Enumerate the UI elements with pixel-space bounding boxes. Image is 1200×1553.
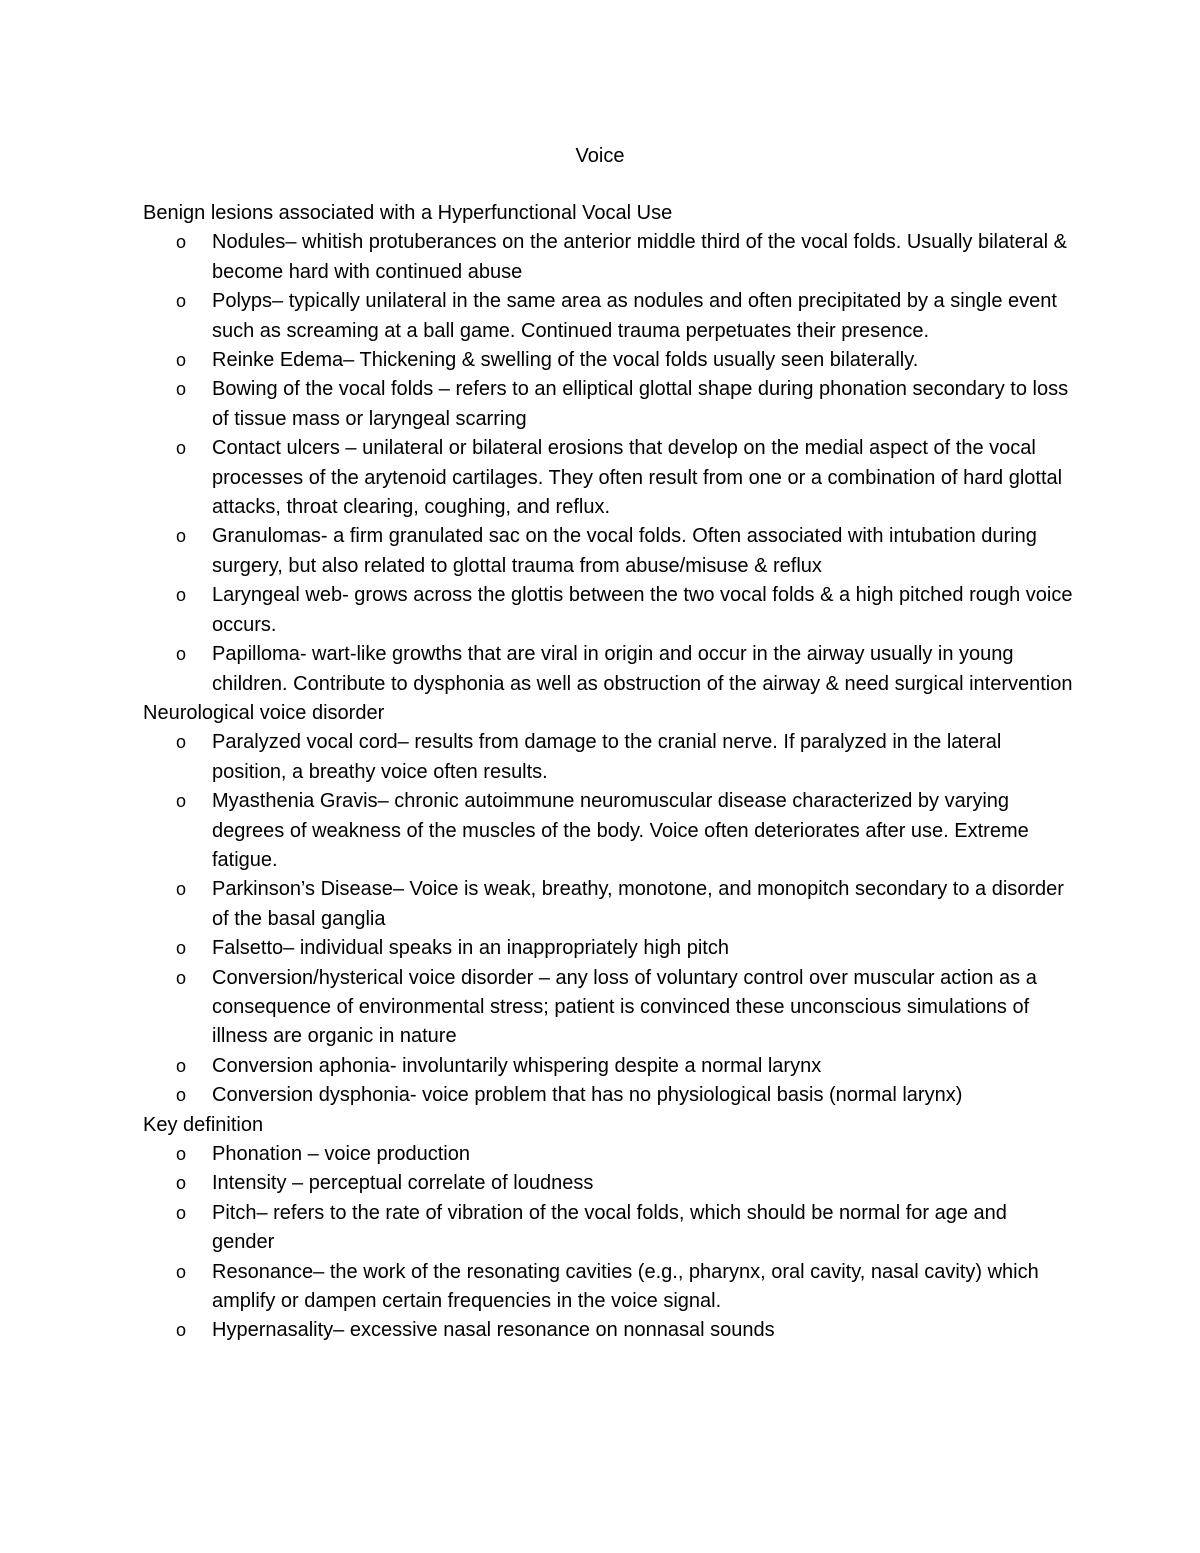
list-item [143, 228, 1073, 287]
list-item [143, 1052, 1073, 1081]
bullet-list [143, 728, 1073, 1110]
bullet-marker: o [176, 232, 187, 253]
list-item [143, 522, 1073, 581]
bullet-marker: o [176, 526, 187, 547]
list-item-text: Paralyzed vocal cord– results from damage to the cranial nerve. If paralyzed in the lateral position, a breathy voice often results. [212, 731, 1002, 783]
document-body [143, 199, 1073, 1346]
list-item-text: Laryngeal web- grows across the glottis between the two vocal folds & a high pitched rough voice occurs. [212, 584, 1073, 636]
list-item [143, 964, 1073, 1052]
list-item-text: Conversion aphonia- involuntarily whispering despite a normal larynx [212, 1054, 822, 1077]
list-item [143, 1199, 1073, 1258]
list-item [143, 1258, 1073, 1317]
list-item-text: Falsetto– individual speaks in an inappropriately high pitch [212, 937, 729, 960]
bullet-marker: o [176, 1173, 187, 1194]
bullet-marker: o [176, 1202, 187, 1223]
list-item [143, 287, 1073, 346]
list-item-text: Myasthenia Gravis– chronic autoimmune neuromuscular disease characterized by varying degrees of weakness of the muscles of the body. Voice often deteriorates after use. Extreme fatigue. [212, 790, 1029, 871]
list-item [143, 434, 1073, 522]
bullet-marker: o [176, 1085, 187, 1106]
list-item-text: Hypernasality– excessive nasal resonance on nonnasal sounds [212, 1319, 775, 1342]
list-item-text: Phonation – voice production [212, 1143, 470, 1165]
list-item [143, 728, 1073, 787]
list-item [143, 875, 1073, 934]
bullet-marker: o [176, 291, 187, 312]
bullet-marker: o [176, 732, 187, 753]
list-item-text: Granulomas- a firm granulated sac on the vocal folds. Often associated with intubation during surgery, but also related to glottal trauma from abuse/misuse & reflux [212, 525, 1037, 577]
list-item [143, 1169, 1073, 1198]
bullet-marker: o [176, 1261, 187, 1282]
section-heading: Key definition [143, 1113, 264, 1136]
bullet-marker: o [176, 585, 187, 606]
bullet-marker: o [176, 379, 187, 400]
bullet-marker: o [176, 1055, 187, 1076]
list-item [143, 1140, 1073, 1169]
section-heading: Benign lesions associated with a Hyperfunctional Vocal Use [143, 202, 673, 224]
bullet-marker: o [176, 1320, 187, 1341]
bullet-marker: o [176, 967, 187, 988]
list-item [143, 581, 1073, 640]
list-item [143, 346, 1073, 375]
list-item-text: Reinke Edema– Thickening & swelling of the vocal folds usually seen bilaterally. [212, 349, 919, 372]
bullet-list [143, 228, 1073, 699]
list-item [143, 934, 1073, 963]
bullet-marker: o [176, 938, 187, 959]
list-item-text: Nodules– whitish protuberances on the anterior middle third of the vocal folds. Usually bilateral & become hard with continued abuse [212, 231, 1067, 283]
list-item-text: Pitch– refers to the rate of vibration of the vocal folds, which should be normal for age and gender [212, 1201, 1007, 1254]
bullet-list [143, 1140, 1073, 1346]
bullet-marker: o [176, 879, 187, 900]
bullet-marker: o [176, 644, 187, 665]
list-item [143, 787, 1073, 875]
list-item-text: Polyps– typically unilateral in the same area as nodules and often precipitated by a single event such as screaming at a ball game. Continued trauma perpetuates their presence. [212, 290, 1057, 342]
list-item [143, 375, 1073, 434]
bullet-marker: o [176, 1144, 187, 1164]
bullet-marker: o [176, 438, 187, 459]
section-heading: Neurological voice disorder [143, 701, 385, 724]
list-item-text: Parkinson’s Disease– Voice is weak, breathy, monotone, and monopitch secondary to a disorder of the basal ganglia [212, 878, 1064, 930]
list-item [143, 1081, 1073, 1110]
list-item-text: Intensity – perceptual correlate of loudness [212, 1172, 594, 1195]
list-item [143, 640, 1073, 699]
list-item-text: Bowing of the vocal folds – refers to an elliptical glottal shape during phonation secondary to loss of tissue mass or laryngeal scarring [212, 378, 1069, 430]
list-item-text: Conversion dysphonia- voice problem that has no physiological basis (normal larynx) [212, 1084, 963, 1107]
list-item-text: Resonance– the work of the resonating cavities (e.g., pharynx, oral cavity, nasal cavity) which amplify or dampen certain frequencies in the voice signal. [212, 1260, 1039, 1313]
page-title: Voice [575, 145, 625, 167]
list-item-text: Conversion/hysterical voice disorder – any loss of voluntary control over muscular action as a consequence of environmental stress; patient is convinced these unconscious simulations of illness are organic in nature [212, 966, 1037, 1048]
list-item-text: Papilloma- wart-like growths that are viral in origin and occur in the airway usually in young children. Contribute to dysphonia as well as obstruction of the airway & need surgical intervention [212, 643, 1073, 695]
list-item-text: Contact ulcers – unilateral or bilateral erosions that develop on the medial aspect of the vocal processes of the arytenoid cartilages. They often result from one or a combination of hard glottal attacks, throat clearing, coughing, and reflux. [212, 437, 1063, 519]
bullet-marker: o [176, 350, 187, 371]
list-item [143, 1316, 1073, 1345]
bullet-marker: o [176, 791, 187, 812]
